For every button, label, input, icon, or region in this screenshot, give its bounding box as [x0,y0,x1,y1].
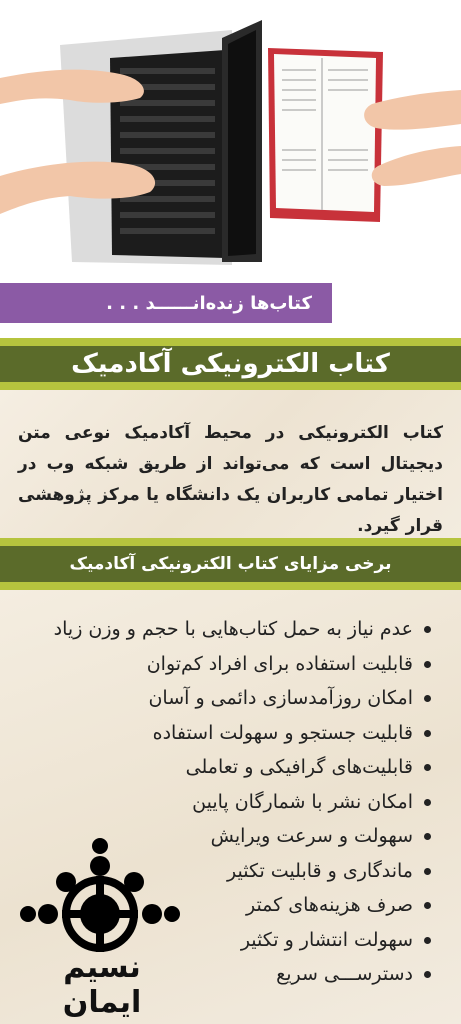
list-item: قابلیت استفاده برای افراد کم‌توان [11,647,431,682]
logo-text: نسیم ایمان [62,950,142,1020]
list-item: سهولت و سرعت ویرایش [11,819,431,854]
page-title: کتاب الکترونیکی آکادمیک [0,346,461,382]
list-item: قابلیت جستجو و سهولت استفاده [11,716,431,751]
subtitle-band [0,538,461,590]
list-item: امکان نشر با شمارگان پایین [11,785,431,820]
list-item: عدم نیاز به حمل کتاب‌هایی با حجم و وزن زیاد [11,612,431,647]
title-band [0,338,461,390]
list-item: صرف هزینه‌های کمتر [11,888,431,923]
tagline-text: کتاب‌ها زنده‌انــــــد . . . [106,292,312,314]
hero-image [0,0,461,278]
list-item: دسترســـی سریع [11,957,431,992]
list-item: سهولت انتشار و تکثیر [11,923,431,958]
section-title: برخی مزایای کتاب الکترونیکی آکادمیک [0,546,461,582]
list-item: ماندگاری و قابلیت تکثیر [11,854,431,889]
laptop-book-icon [0,0,461,278]
list-item: امکان روزآمدسازی دائمی و آسان [11,681,431,716]
tagline-banner [0,283,332,323]
list-item: قابلیت‌های گرافیکی و تعاملی [11,750,431,785]
intro-paragraph: کتاب الکترونیکی در محیط آکادمیک نوعی متن دیجیتال است که می‌تواند از طریق شبکه وب در اختیار تمامی کاربران یک دانشگاه یا مرکز پژوهشی قرار گیرد. [18,423,443,536]
